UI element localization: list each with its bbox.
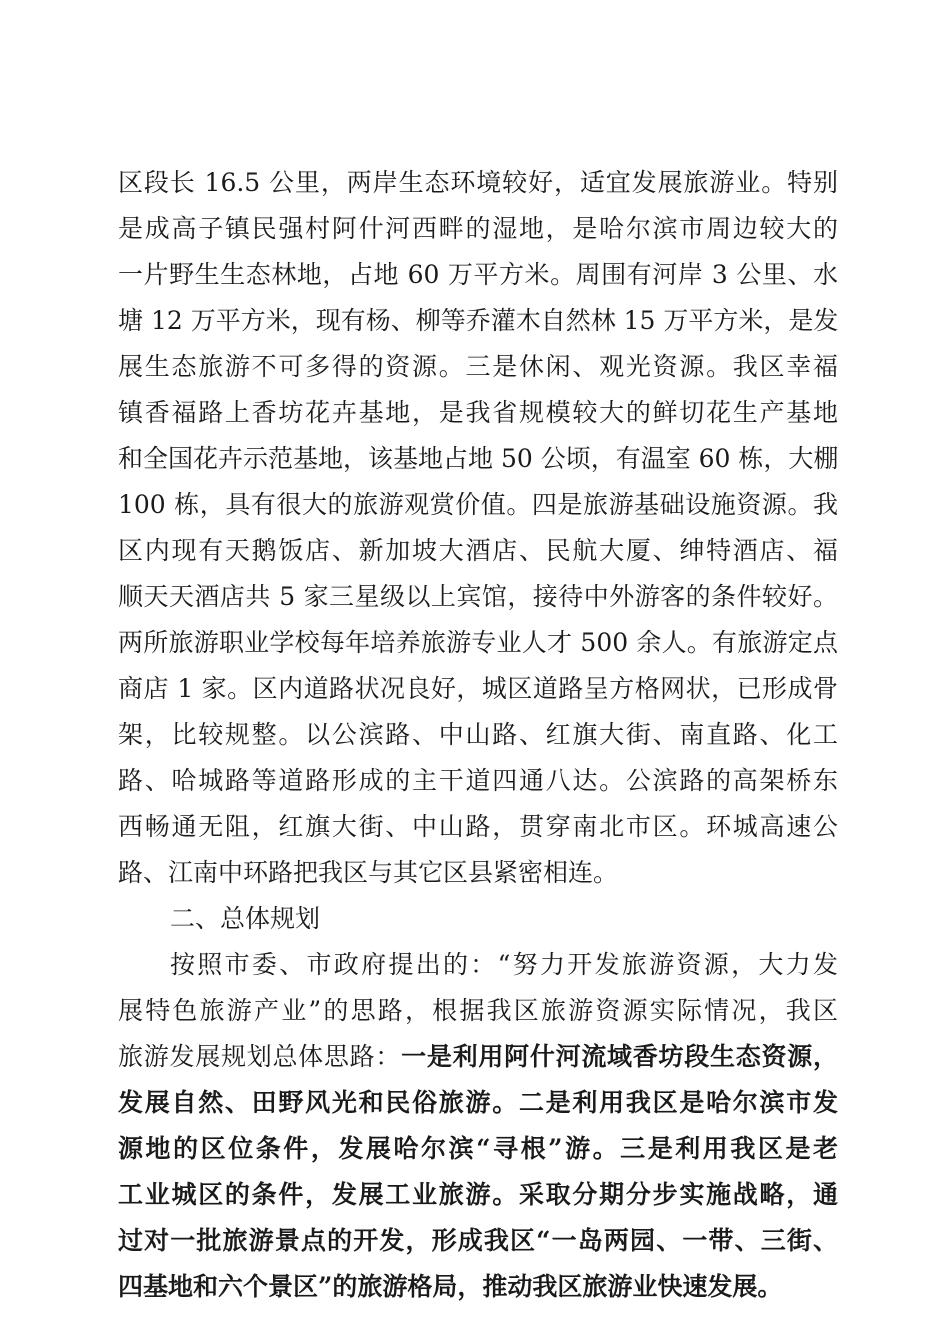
paragraph-line: 展特色旅游产业”的思路，根据我区旅游资源实际情况，我区 — [118, 996, 838, 1025]
bold-paragraph-line: 源地的区位条件，发展哈尔滨“寻根”游。三是利用我区是老 — [118, 1134, 838, 1163]
paragraph-line: 按照市委、市政府提出的：“努力开发旅游资源，大力发 — [170, 950, 838, 979]
paragraph-line: 两所旅游职业学校每年培养旅游专业人才 500 余人。有旅游定点 — [118, 628, 838, 657]
paragraph-line: 西畅通无阻，红旗大街、中山路，贯穿南北市区。环城高速公 — [118, 812, 838, 841]
paragraph-line: 架，比较规整。以公滨路、中山路、红旗大街、南直路、化工 — [118, 720, 838, 749]
paragraph-line: 镇香福路上香坊花卉基地，是我省规模较大的鲜切花生产基地 — [118, 398, 838, 427]
paragraph-line: 展生态旅游不可多得的资源。三是休闲、观光资源。我区幸福 — [118, 352, 838, 381]
paragraph-line: 路、哈城路等道路形成的主干道四通八达。公滨路的高架桥东 — [118, 766, 838, 795]
paragraph-line: 顺天天酒店共 5 家三星级以上宾馆，接待中外游客的条件较好。 — [118, 582, 838, 611]
bold-paragraph-line: 发展自然、田野风光和民俗旅游。二是利用我区是哈尔滨市发 — [118, 1088, 838, 1117]
paragraph-line: 塘 12 万平方米，现有杨、柳等乔灌木自然林 15 万平方米，是发 — [118, 306, 839, 335]
paragraph-line: 商店 1 家。区内道路状况良好，城区道路呈方格网状，已形成骨 — [118, 674, 838, 703]
paragraph-line: 100 栋，具有很大的旅游观赏价值。四是旅游基础设施资源。我 — [118, 490, 838, 519]
section-heading: 二、总体规划 — [170, 904, 321, 933]
bold-paragraph-line: 工业城区的条件，发展工业旅游。采取分期分步实施战略，通 — [118, 1180, 838, 1209]
bold-paragraph-line: 过对一批旅游景点的开发，形成我区“一岛两园、一带、三街、 — [118, 1226, 838, 1255]
paragraph-line: 是成高子镇民强村阿什河西畔的湿地，是哈尔滨市周边较大的 — [118, 214, 838, 243]
paragraph-line: 路、江南中环路把我区与其它区县紧密相连。 — [118, 858, 619, 887]
paragraph-line-mixed — [118, 1034, 838, 1080]
paragraph-line: 和全国花卉示范基地，该基地占地 50 公顷，有温室 60 栋，大棚 — [118, 444, 839, 473]
paragraph-line: 一片野生生态林地，占地 60 万平方米。周围有河岸 3 公里、水 — [118, 260, 838, 289]
paragraph-line: 区内现有天鹅饭店、新加坡大酒店、民航大厦、绅特酒店、福 — [118, 536, 838, 565]
bold-text: 一是利用阿什河流域香坊段生态资源， — [401, 1042, 838, 1071]
bold-paragraph-line: 四基地和六个景区”的旅游格局，推动我区旅游业快速发展。 — [118, 1272, 783, 1301]
paragraph-line: 区段长 16.5 公里，两岸生态环境较好，适宜发展旅游业。特别 — [118, 168, 838, 197]
plain-text: 旅游发展规划总体思路： — [118, 1042, 402, 1071]
